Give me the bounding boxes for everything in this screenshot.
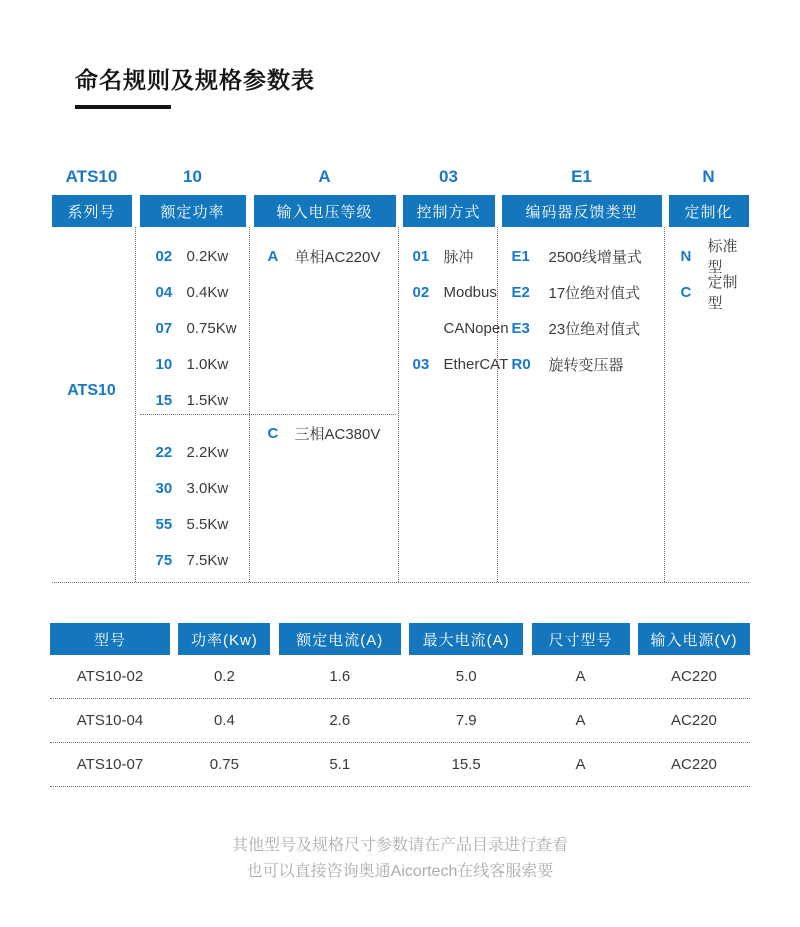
power-option: 55 5.5Kw: [155, 515, 229, 533]
control-option: 02 Modbus: [412, 283, 497, 301]
encoder-option: E3 23位绝对值式: [511, 319, 641, 338]
power-option: 15 1.5Kw: [155, 391, 229, 409]
cell-rated-current: 5.1: [329, 756, 351, 773]
code-power: 10: [183, 167, 202, 186]
code-series: ATS10: [65, 167, 118, 186]
column-divider: [664, 227, 666, 582]
cell-size: A: [575, 668, 586, 685]
cell-size: A: [575, 756, 586, 773]
title-underline: [75, 105, 171, 109]
code-encoder: E1: [571, 167, 592, 186]
control-column: [403, 227, 509, 582]
voltage-option: A 单相AC220V: [267, 247, 381, 266]
control-option: 03 EtherCAT: [412, 355, 509, 373]
header-series: 系列号: [52, 195, 132, 227]
power-option: 22 2.2Kw: [155, 443, 229, 461]
column-divider: [135, 227, 137, 582]
cell-power: 0.75: [209, 756, 239, 773]
spec-header-input: 输入电源(V): [638, 623, 750, 655]
power-group-divider: [140, 414, 396, 415]
header-control: 控制方式: [403, 195, 495, 227]
custom-option: C 定制型: [680, 274, 738, 312]
power-option: 07 0.75Kw: [155, 319, 237, 337]
power-option: 02 0.2Kw: [155, 247, 229, 265]
header-encoder: 编码器反馈类型: [502, 195, 662, 227]
voltage-column: [254, 227, 396, 582]
naming-body: [52, 227, 749, 583]
footer-line-2: 也可以直接咨询奥通Aicortech在线客服索要: [246, 863, 554, 880]
customization-column: [669, 227, 749, 582]
footer-line-1: 其他型号及规格尺寸参数请在产品目录进行查看: [231, 837, 568, 854]
column-divider: [398, 227, 400, 582]
encoder-option: R0 旋转变压器: [511, 355, 624, 374]
cell-power: 0.4: [213, 712, 235, 729]
table-row: [50, 743, 750, 787]
cell-max-current: 7.9: [455, 712, 477, 729]
custom-option: N 标准型: [680, 238, 738, 276]
header-custom: 定制化: [669, 195, 749, 227]
code-custom: N: [702, 167, 715, 186]
naming-rule-table: [52, 157, 749, 583]
table-row: [50, 699, 750, 743]
footer-note: [0, 833, 800, 885]
encoder-option: E2 17位绝对值式: [511, 283, 641, 302]
spec-table: [50, 623, 750, 787]
cell-rated-current: 2.6: [329, 712, 351, 729]
cell-max-current: 15.5: [451, 756, 481, 773]
naming-header-row: [52, 195, 749, 227]
cell-model: ATS10-07: [76, 756, 144, 773]
power-option: 75 7.5Kw: [155, 551, 229, 569]
cell-model: ATS10-04: [76, 712, 144, 729]
column-divider: [497, 227, 499, 582]
power-option: 10 1.0Kw: [155, 355, 229, 373]
spec-header-rated-current: 额定电流(A): [279, 623, 401, 655]
cell-size: A: [575, 712, 586, 729]
code-control: 03: [439, 167, 458, 186]
page-title: 命名规则及规格参数表: [75, 67, 315, 93]
series-name: ATS10: [67, 382, 116, 399]
code-voltage: A: [318, 167, 331, 186]
encoder-option: E1 2500线增量式: [511, 247, 642, 266]
table-row: [50, 655, 750, 699]
spec-header-power: 功率(Kw): [178, 623, 270, 655]
control-option: CANopen: [443, 319, 509, 337]
voltage-option: C 三相AC380V: [267, 424, 381, 443]
spec-header-model: 型号: [50, 623, 170, 655]
control-option: 01 脉冲: [412, 247, 474, 266]
power-column: [140, 227, 246, 582]
column-divider: [249, 227, 251, 582]
spec-header-size: 尺寸型号: [532, 623, 630, 655]
cell-max-current: 5.0: [455, 668, 477, 685]
spec-header-row: [50, 623, 750, 655]
power-option: 30 3.0Kw: [155, 479, 229, 497]
series-column: [52, 227, 132, 582]
cell-power: 0.2: [213, 668, 235, 685]
header-voltage: 输入电压等级: [254, 195, 396, 227]
cell-input: AC220: [671, 756, 717, 773]
cell-input: AC220: [671, 712, 717, 729]
cell-model: ATS10-02: [76, 668, 144, 685]
title-section: [0, 0, 800, 109]
power-option: 04 0.4Kw: [155, 283, 229, 301]
encoder-column: [502, 227, 662, 582]
cell-rated-current: 1.6: [329, 668, 351, 685]
cell-input: AC220: [671, 668, 717, 685]
spec-header-max-current: 最大电流(A): [409, 623, 523, 655]
header-power: 额定功率: [140, 195, 246, 227]
model-code-row: [52, 157, 749, 195]
